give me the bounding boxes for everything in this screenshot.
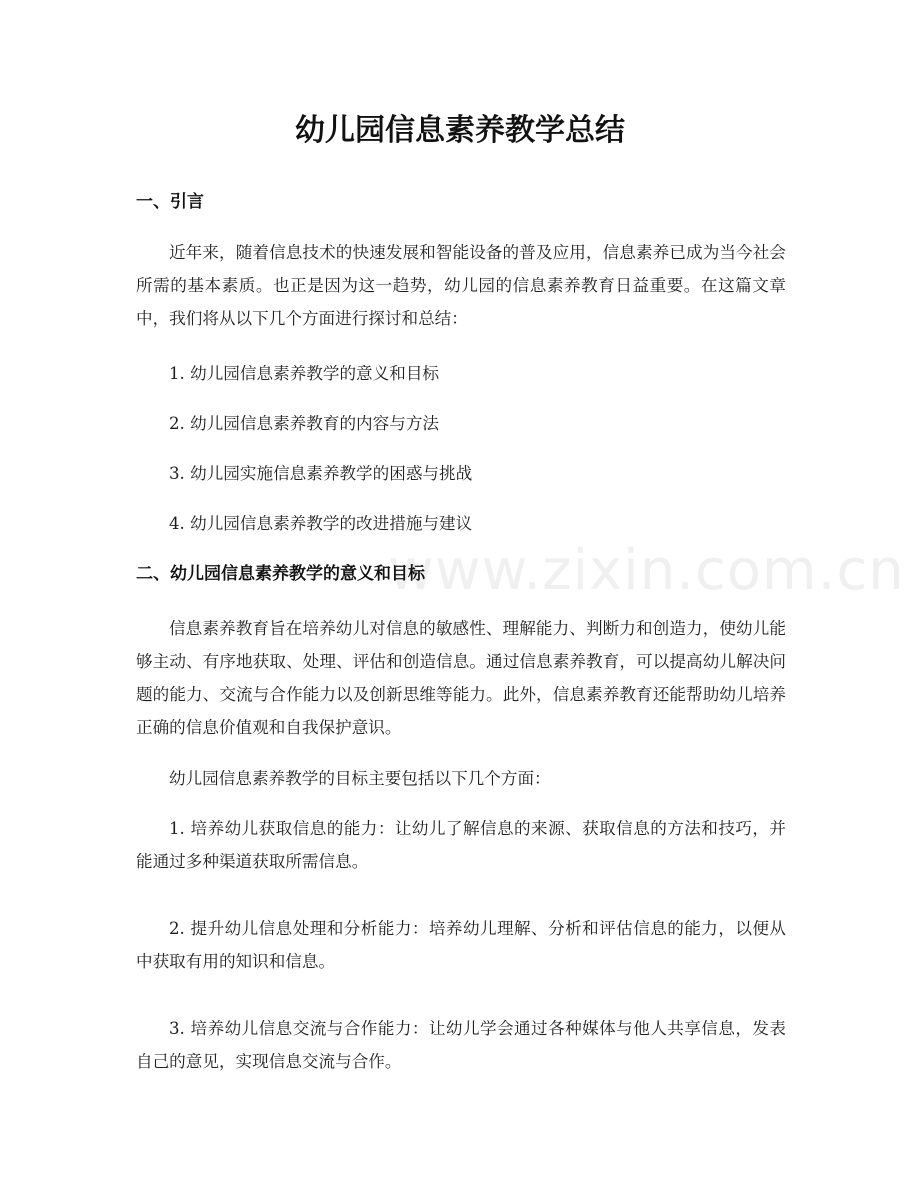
intro-paragraph: 近年来，随着信息技术的快速发展和智能设备的普及应用，信息素养已成为当今社会所需的基本素质。也正是因为这一趋势，幼儿园的信息素养教育日益重要。在这篇文章中，我们将从以下几个方面进行探讨和总结： (136, 243, 786, 328)
goal-item: 1. 培养幼儿获取信息的能力：让幼儿了解信息的来源、获取信息的方法和技巧，并能通过多种渠道获取所需信息。 (136, 819, 786, 871)
list-item: 3. 幼儿园实施信息素养教学的困惑与挑战 (169, 464, 473, 483)
list-item: 4. 幼儿园信息素养教学的改进措施与建议 (169, 514, 473, 533)
section-heading-intro: 一、引言 (136, 192, 204, 212)
page-title: 幼儿园信息素养教学总结 (295, 113, 625, 148)
watermark: www.zixin.com.cn (388, 538, 905, 603)
goal-item: 3. 培养幼儿信息交流与合作能力：让幼儿学会通过各种媒体与他人共享信息，发表自己的意见，实现信息交流与合作。 (136, 1019, 786, 1071)
list-item: 1. 幼儿园信息素养教学的意义和目标 (169, 364, 440, 383)
significance-paragraph: 信息素养教育旨在培养幼儿对信息的敏感性、理解能力、判断力和创造力，使幼儿能够主动、有序地获取、处理、评估和创造信息。通过信息素养教育，可以提高幼儿解决问题的能力、交流与合作能力以及创新思维等能力。此外，信息素养教育还能帮助幼儿培养正确的信息价值观和自我保护意识。 (136, 619, 786, 737)
section-heading-significance: 二、幼儿园信息素养教学的意义和目标 (136, 564, 425, 584)
list-item: 2. 幼儿园信息素养教育的内容与方法 (169, 414, 440, 433)
goals-intro-paragraph: 幼儿园信息素养教学的目标主要包括以下几个方面： (169, 769, 551, 788)
goal-item: 2. 提升幼儿信息处理和分析能力：培养幼儿理解、分析和评估信息的能力，以便从中获取有用的知识和信息。 (136, 919, 786, 971)
